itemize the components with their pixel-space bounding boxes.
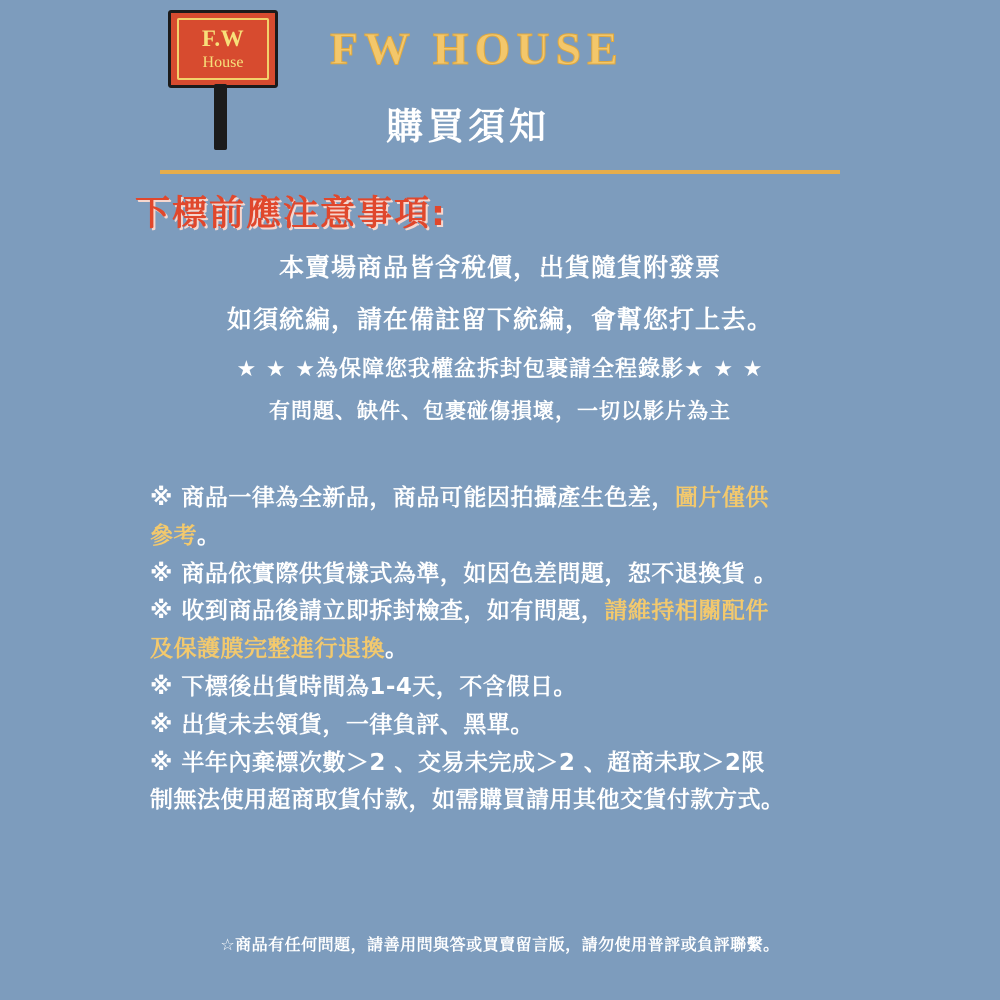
note-marker: ※	[150, 598, 173, 625]
section-heading: 下標前應注意事項:	[135, 194, 447, 234]
notes-list	[150, 482, 890, 822]
footer-note: ☆商品有任何問題，請善用問與答或買賣留言版，請勿使用普評或負評聯繫。	[220, 935, 780, 954]
note-marker: ※	[150, 749, 173, 776]
note-text: 下標後出貨時間為1-4天，不含假日。	[172, 673, 577, 700]
fw-house-logo	[168, 10, 288, 150]
note-marker: ※	[150, 711, 173, 738]
note-text-highlight: 請維持相關配件	[604, 598, 769, 625]
logo-line-1: F.W	[201, 26, 245, 51]
note-row	[150, 709, 890, 743]
logo-signpost	[214, 84, 227, 150]
note-row	[150, 520, 890, 554]
intro-line-1: 本賣場商品皆含稅價，出貨隨貨附發票	[278, 253, 721, 282]
brand-subtitle: 購買須知	[386, 104, 550, 148]
header-divider	[160, 170, 840, 174]
logo-board	[168, 10, 278, 88]
logo-board-inner	[177, 18, 269, 80]
note-row	[150, 558, 890, 592]
note-text: 出貨未去領貨，一律負評、黑單。	[172, 711, 534, 738]
note-text-highlight: 參考	[150, 522, 197, 549]
intro-block	[0, 248, 1000, 425]
note-row	[150, 482, 890, 516]
note-marker: ※	[150, 560, 173, 587]
intro-line-2: 如須統編，請在備註留下統編，會幫您打上去。	[226, 305, 773, 334]
note-row	[150, 784, 890, 818]
intro-line-3: ★ ★ ★為保障您我權盆拆封包裹請全程錄影★ ★ ★	[236, 357, 764, 382]
brand-title: FW HOUSE	[330, 23, 624, 74]
logo-line-2: House	[202, 54, 244, 71]
note-text: 。	[197, 522, 221, 549]
note-row	[150, 747, 890, 781]
note-text: 制無法使用超商取貨付款，如需購買請用其他交貨付款方式。	[150, 787, 785, 814]
note-row	[150, 633, 890, 667]
note-marker: ※	[150, 485, 173, 511]
note-text: 商品一律為全新品，商品可能因拍攝產生色差，	[172, 485, 675, 511]
note-text: 收到商品後請立即拆封檢查，如有問題，	[172, 598, 605, 625]
note-marker: ※	[150, 673, 173, 700]
intro-line-4: 有問題、缺件、包裹碰傷損壞，一切以影片為主	[269, 399, 731, 423]
note-text: 商品依實際供貨樣式為準，如因色差問題，恕不退換貨 。	[172, 560, 778, 587]
note-row	[150, 595, 890, 629]
note-text: 。	[385, 636, 409, 663]
note-text-highlight: 及保護膜完整進行退換	[150, 636, 385, 663]
note-row	[150, 671, 890, 705]
note-text-highlight: 圖片僅供	[674, 485, 769, 511]
note-text: 半年內棄標次數＞2 、交易未完成＞2 、超商未取＞2限	[172, 749, 765, 776]
